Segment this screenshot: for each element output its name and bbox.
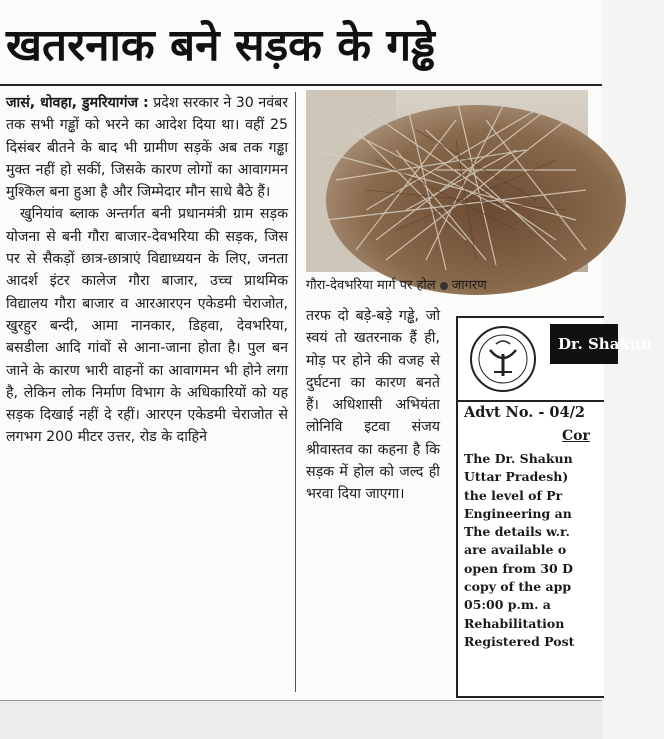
article-paragraph-3: तरफ दो बड़े-बड़े गड्ढे, जो स्वयं तो खतरनाक हैं ही, मोड़ पर होने की वजह से दुर्घटना का कारण बनते हैं। अधिशासी अभियंता लोनिवि इटवा संजय श्रीवास्तव का कहना है कि सड़क में होल को जल्द ही भरवा दिया जाएगा।	[306, 308, 440, 503]
ad-advt-number: Advt No. - 04/2	[464, 404, 585, 421]
headline: खतरनाक बने सड़क के गड्ढे	[6, 20, 435, 71]
ad-line: Uttar Pradesh)	[464, 469, 569, 485]
pothole-photo	[306, 90, 588, 272]
footer-margin	[0, 701, 602, 739]
ad-institution-name: Dr. Shakun	[550, 324, 618, 364]
ad-heading: Cor	[562, 428, 590, 444]
up-government-emblem-icon	[468, 324, 538, 394]
caption-text: गौरा-देवभरिया मार्ग पर होल	[306, 278, 436, 293]
pothole-image	[306, 90, 588, 272]
advertisement	[456, 316, 652, 698]
ad-line: Engineering an	[464, 505, 572, 521]
dateline: जासं, धोवहा, डुमरियागंज :	[6, 95, 149, 111]
headline-rule	[0, 84, 602, 86]
paragraph-1-text: प्रदेश सरकार ने 30 नवंबर तक सभी गड्ढों को भरने का आदेश दिया था। वहीं 25 दिसंबर बीतने के बाद भी ग्रामीण सड़कें अब तक गड्ढा मुक्त नहीं हो सकीं, जिसके कारण लोगों का आवागमन मुश्किल बना हुआ है और जिम्मेदार मौन साधे बैठे हैं।	[6, 95, 289, 201]
ad-line: copy of the app	[464, 579, 572, 595]
caption-bullet-icon	[440, 282, 448, 290]
ad-header	[458, 318, 652, 402]
article-paragraph-1	[6, 92, 288, 203]
ad-body	[464, 450, 664, 651]
article-column-middle	[306, 305, 440, 506]
ad-line: are available o	[464, 542, 567, 558]
ad-line: the level of Pr	[464, 487, 563, 503]
photo-caption	[306, 276, 588, 296]
caption-credit: जागरण	[451, 278, 487, 293]
ad-line: The Dr. Shakun	[464, 451, 573, 466]
ad-line: Registered Post	[464, 633, 575, 649]
ad-line: open from 30 D	[464, 560, 573, 576]
column-divider	[295, 92, 296, 692]
ad-line: 05:00 p.m. a	[464, 597, 551, 613]
ad-line: Rehabilitation	[464, 615, 565, 631]
ad-line: The details w.r.	[464, 524, 570, 540]
article-paragraph-2: खुनियांव ब्लाक अन्तर्गत बनी प्रधानमंत्री ग्राम सड़क योजना से बनी गौरा बाजार-देवभरिया की सड़क, जिस पर से सैकड़ों छात्र-छात्राएं विद्याध्ययन के लिए, जनता आदर्श इंटर कालेज गौरा बाजार, उच्च प्राथमिक विद्यालय गौरा बाजार व आरआरएन एकेडमी चेराजोत, खुरहुर बन्दी, आमा नानकार, डिहवा, देवभरिया, बसडीला आदि गांवों से आना-जाना होता है। पुल बन जाने के कारण भारी वाहनों का आवागमन भी होने लगा है, लेकिन लोक निर्माण विभाग के अधिकारियों को यह सड़क दिखाई नहीं दे रहीं। आरएन एकेडमी चेराजोत से लगभग 200 मीटर उत्तर, रोड के दाहिने	[6, 206, 288, 446]
article-column-left	[6, 92, 288, 449]
